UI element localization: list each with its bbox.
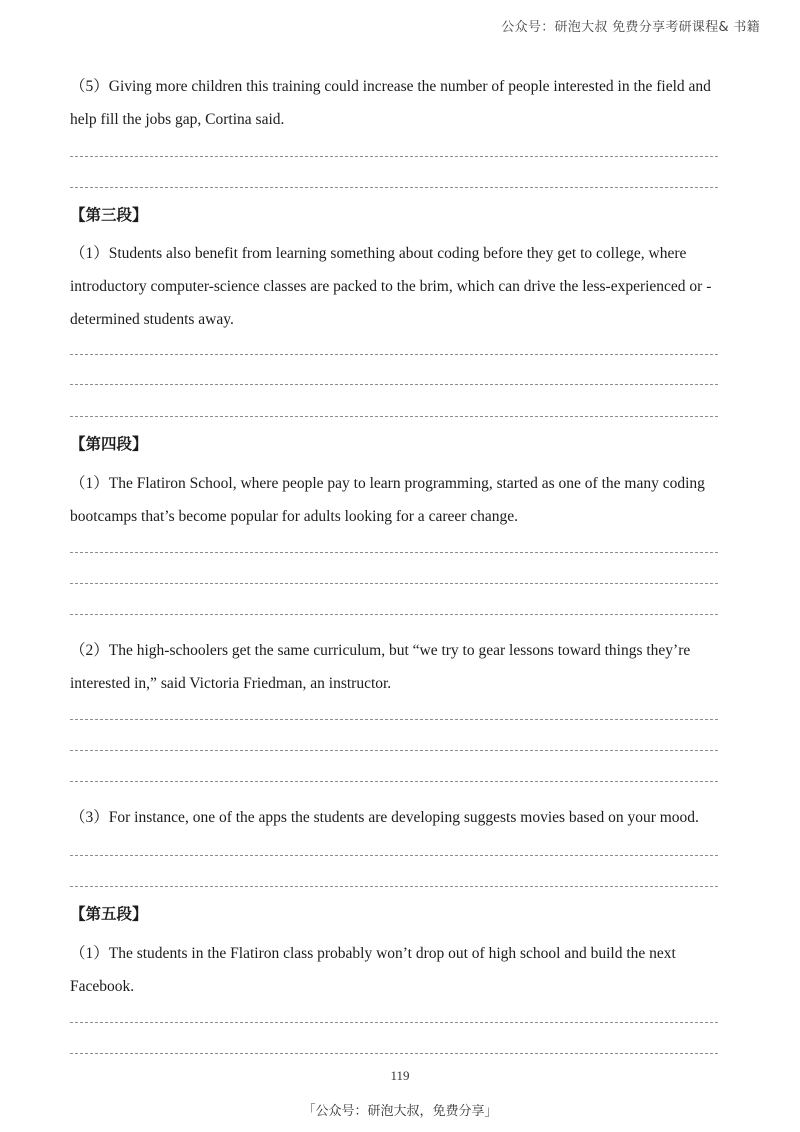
page-number: 119	[390, 1068, 410, 1083]
answer-line	[70, 552, 718, 553]
answer-line	[70, 1053, 718, 1054]
answer-line	[70, 886, 718, 887]
page-footer: 「公众号：研泡大叔，免费分享」	[302, 1104, 498, 1119]
paragraph-4-3: （3）For instance, one of the apps the students are developing suggests movies based on your mood.	[70, 809, 699, 826]
section-heading-5: 【第五段】	[70, 905, 148, 923]
answer-line	[70, 719, 718, 720]
answer-line	[70, 187, 718, 188]
answer-line	[70, 583, 718, 584]
answer-line	[70, 156, 718, 157]
answer-line	[70, 1022, 718, 1023]
section-heading-4: 【第四段】	[70, 435, 148, 453]
paragraph-4-1: （1）The Flatiron School, where people pay to learn programming, started as one of the many coding bootcamps that’s become popular for adults looking for a career change.	[70, 475, 705, 525]
answer-line	[70, 354, 718, 355]
answer-line	[70, 750, 718, 751]
page-header: 公众号：研泡大叔 免费分享考研课程& 书籍	[501, 20, 760, 35]
answer-line	[70, 416, 718, 417]
paragraph-5: （5）Giving more children this training could increase the number of people interested in the field and help fill the jobs gap, Cortina said.	[70, 78, 711, 128]
answer-line	[70, 614, 718, 615]
answer-line	[70, 781, 718, 782]
paragraph-5-1: （1）The students in the Flatiron class probably won’t drop out of high school and build the next Facebook.	[70, 945, 676, 995]
paragraph-3-1: （1）Students also benefit from learning something about coding before they get to college, where introductory computer-science classes are packed to the brim, which can drive the less-experienced or -determined students away.	[70, 245, 712, 328]
answer-line	[70, 855, 718, 856]
section-heading-3: 【第三段】	[70, 206, 148, 224]
paragraph-4-2: （2）The high-schoolers get the same curriculum, but “we try to gear lessons toward things they’re interested in,” said Victoria Friedman, an instructor.	[70, 642, 691, 692]
answer-line	[70, 384, 718, 385]
